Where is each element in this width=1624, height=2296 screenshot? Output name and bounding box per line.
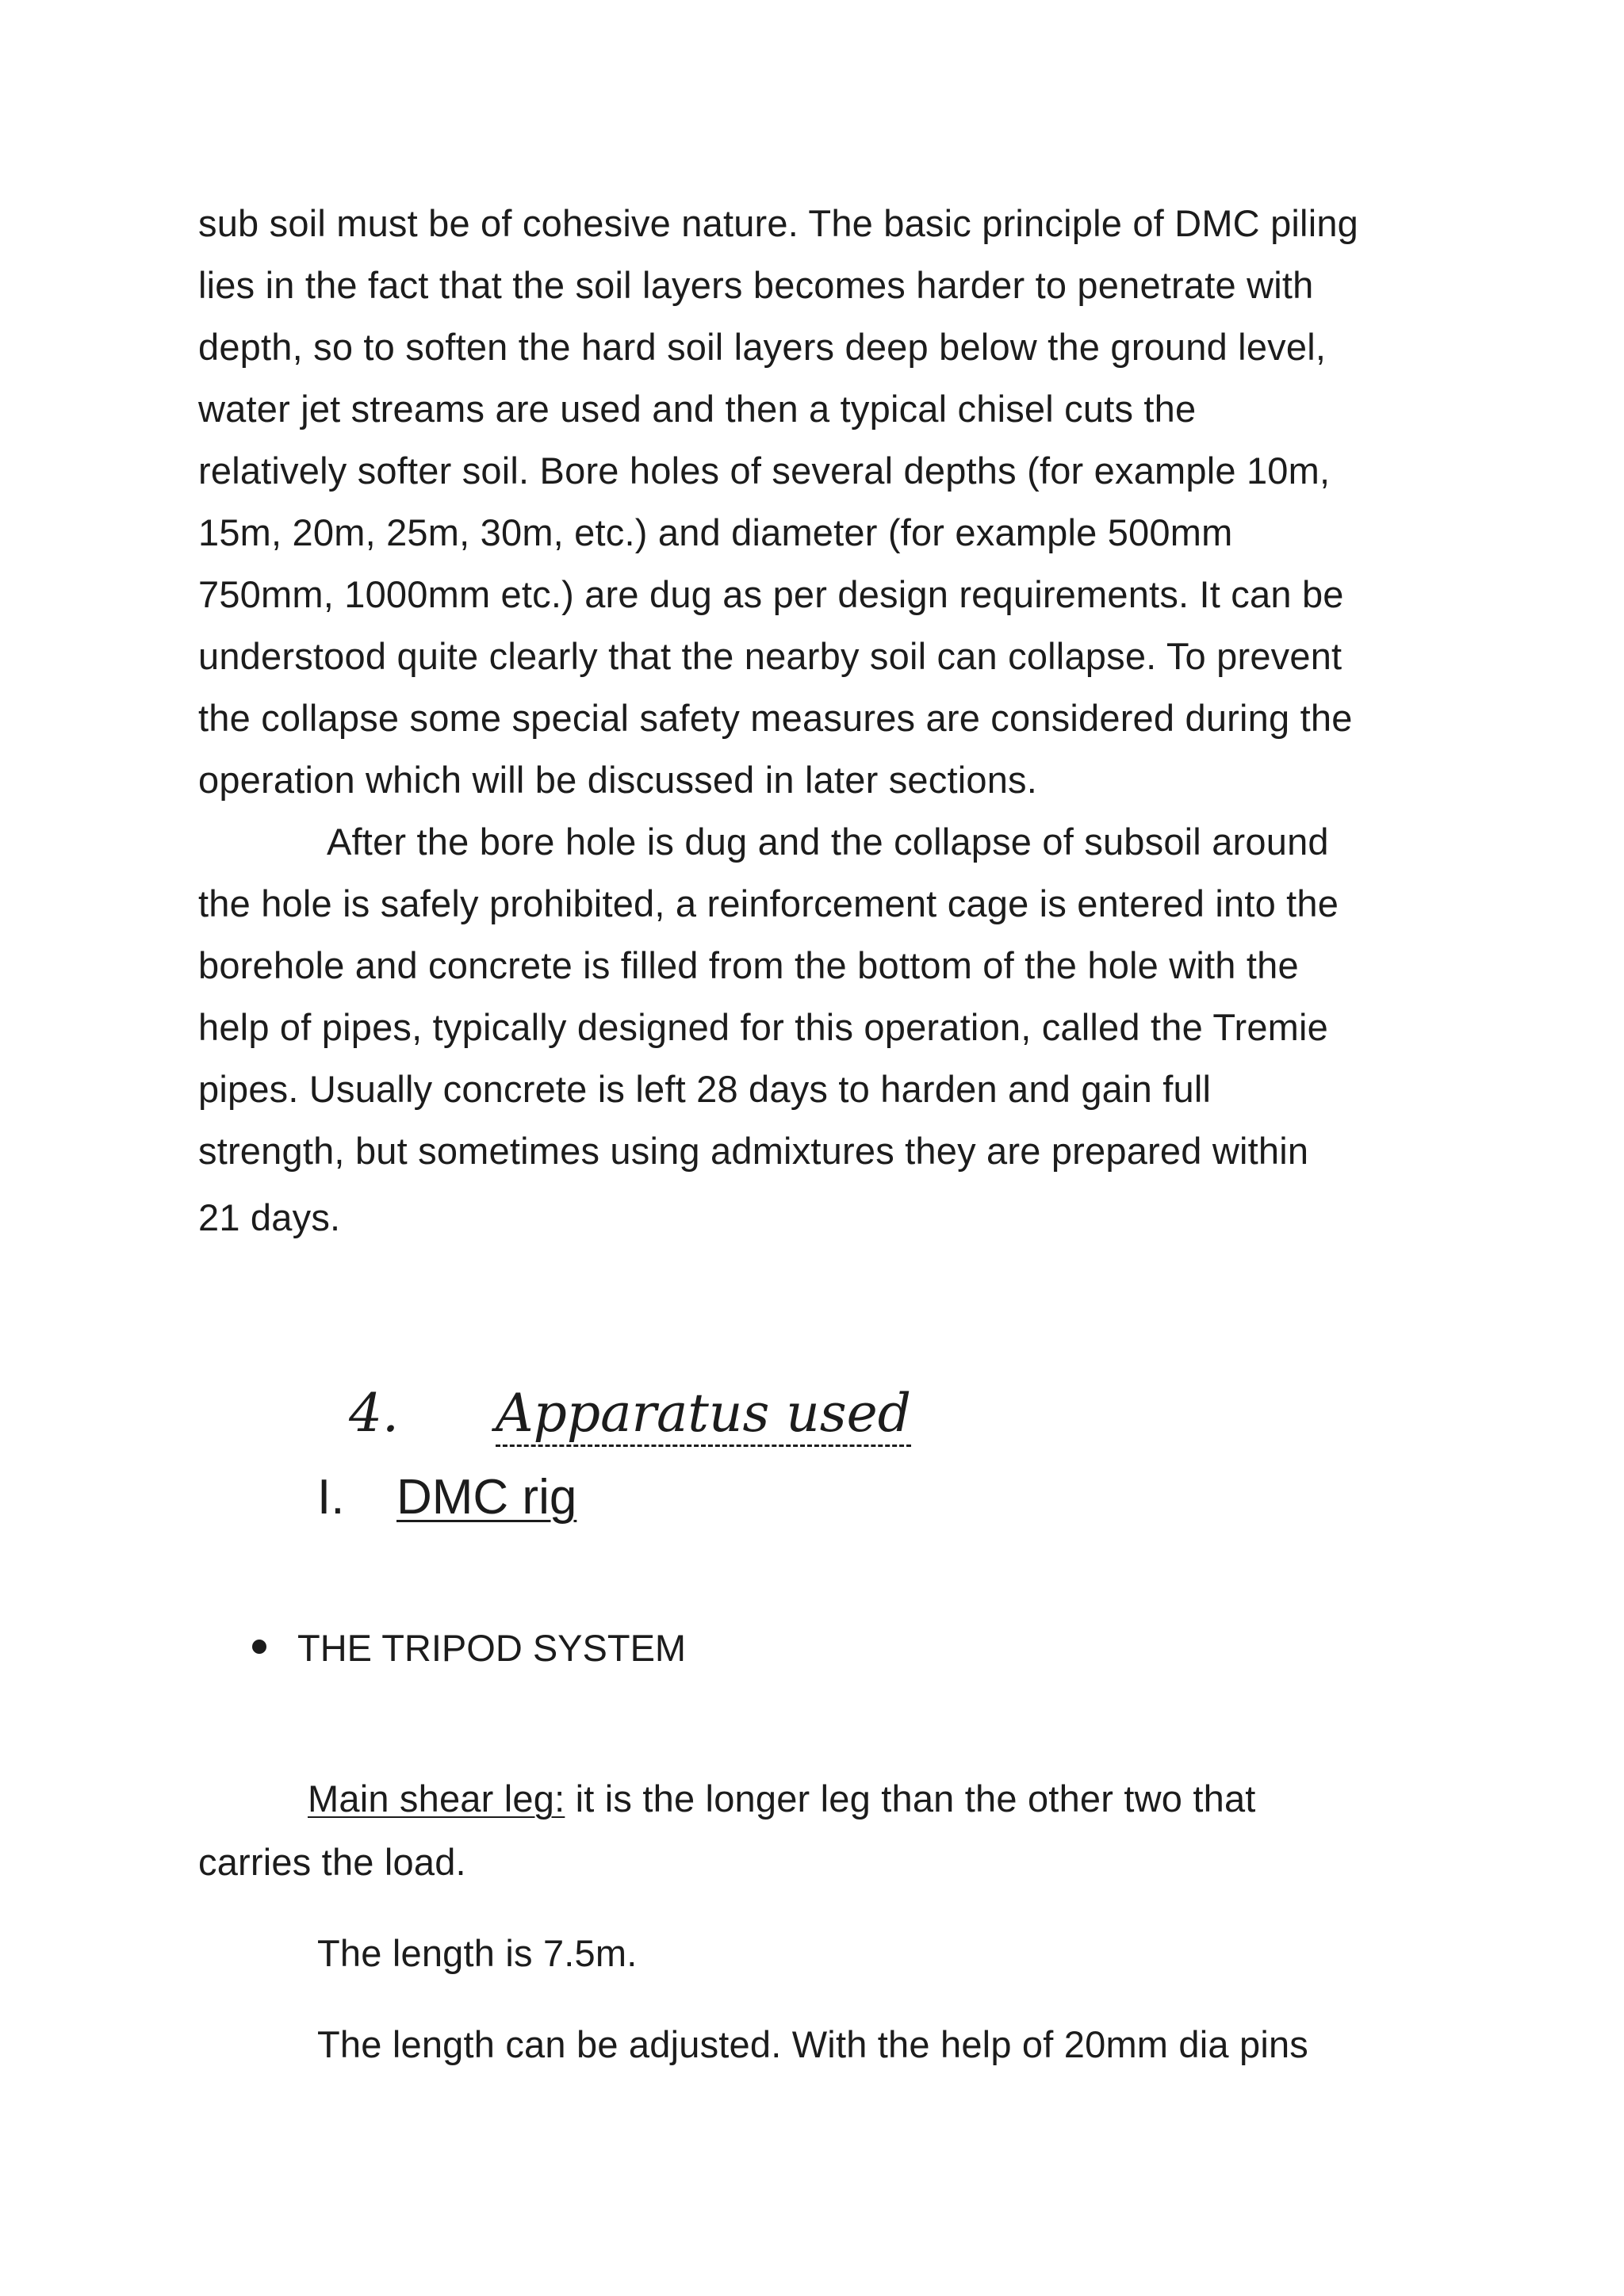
section-number: 4. (349, 1383, 399, 1444)
paragraph-line: help of pipes, typically designed for this operation, called the Tremie (198, 1006, 1329, 1048)
paragraph-line: After the bore hole is dug and the collapse of subsoil around (327, 821, 1329, 863)
section-title: Apparatus used (496, 1387, 911, 1447)
paragraph-line: carries the load. (198, 1841, 466, 1883)
main-shear-leg-text: it is the longer leg than the other two that (565, 1777, 1256, 1820)
paragraph-line: the hole is safely prohibited, a reinforcement cage is entered into the (198, 882, 1339, 924)
paragraph-line: strength, but sometimes using admixtures they are prepared within (198, 1130, 1309, 1172)
subsection-title: DMC rig (396, 1470, 577, 1525)
main-shear-leg-label: Main shear leg: (308, 1777, 565, 1820)
paragraph-line: lies in the fact that the soil layers becomes harder to penetrate with (198, 264, 1314, 306)
length-text: The length is 7.5m. (317, 1932, 638, 1974)
paragraph-line: operation which will be discussed in later sections. (198, 759, 1037, 801)
paragraph-line: sub soil must be of cohesive nature. The basic principle of DMC piling (198, 202, 1359, 244)
subsection-number: I. (317, 1470, 345, 1525)
bullet-icon (252, 1640, 266, 1654)
bullet-item: THE TRIPOD SYSTEM (297, 1627, 687, 1669)
paragraph-line: the collapse some special safety measures are considered during the (198, 697, 1353, 739)
paragraph-line: understood quite clearly that the nearby soil can collapse. To prevent (198, 635, 1342, 677)
main-shear-leg-line (308, 1777, 1256, 1820)
paragraph-line: relatively softer soil. Bore holes of several depths (for example 10m, (198, 450, 1331, 492)
paragraph-line: water jet streams are used and then a typical chisel cuts the (198, 388, 1197, 430)
paragraph-line: 750mm, 1000mm etc.) are dug as per design requirements. It can be (198, 573, 1344, 615)
adjust-text: The length can be adjusted. With the help of 20mm dia pins (317, 2023, 1309, 2065)
paragraph-line: depth, so to soften the hard soil layers deep below the ground level, (198, 326, 1327, 368)
paragraph-line: pipes. Usually concrete is left 28 days to harden and gain full (198, 1068, 1212, 1110)
paragraph-line: 21 days. (198, 1196, 341, 1238)
paragraph-line: borehole and concrete is filled from the bottom of the hole with the (198, 944, 1299, 986)
paragraph-line: 15m, 20m, 25m, 30m, etc.) and diameter (for example 500mm (198, 511, 1233, 553)
